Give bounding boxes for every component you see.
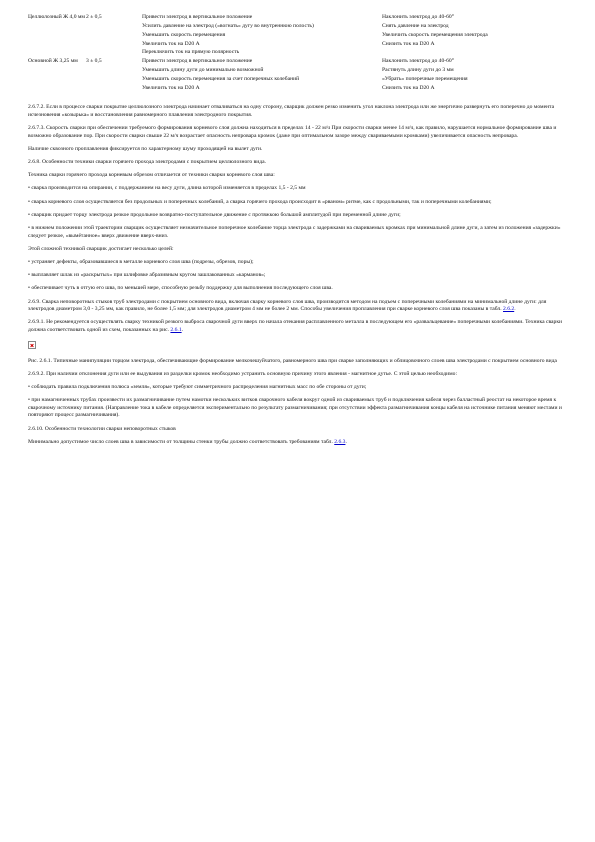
table-row [28, 58, 567, 67]
fix-cell: Увеличить скорость перемещения электрода [382, 32, 488, 39]
table-link[interactable]: 2.6.2 [503, 306, 515, 313]
table-link[interactable]: 2.6.3 [334, 438, 346, 445]
cause-cell: Привести электрод в вертикальное положение [142, 57, 253, 64]
bullet-item: • соблюдать правила подключения полюса «земля», которые требуют симметричного распределения магнитных масс по обе стороны от дуги; [28, 384, 367, 391]
bullet-item: • сварка корневого слоя осуществляется без продольных и поперечных колебаний, а сварка горячего прохода происходит в «рваном» ритме, как с продольными, так и поперечными колебаниями; [28, 198, 492, 205]
section-heading: 2.6.10. Особенности технологии сварки неповоротных стыков [28, 425, 176, 432]
cause-cell: Переключить ток на прямую полярность [142, 48, 240, 55]
cause-cell: Увеличить ток на D20 А [142, 41, 200, 48]
paragraph: 2.6.9.1. Не рекомендуется осуществлять сварку техникой резкого выброса сварочной дуги вверх по начала отекания расплавленного металла в последующем его «развальцевание» поперечными колебаниями. Техника сварки должна соответствовать одной из схем, показанных на рис. 2.6.1. [28, 319, 563, 333]
fix-cell: Снять давление на электрод [382, 23, 449, 30]
paragraph: 2.6.7.3. Скорость сварки при обеспечении требуемого формирования корневого слоя должна находиться в пределах 14 - 22 м/ч При скорости сварки менее 14 м/ч, как правило, нарушается нормальное формирование шва и возможно образование пор. При скорости сварки свыше 22 м/ч возрастает опасность непровара кромок (даже при оптимальном зазоре между свариваемыми кромками) увеличивается опасность непровара. [28, 125, 557, 139]
table-row [28, 14, 567, 23]
paragraph-text: Минимально допустимое число слоев шва в зависимости от толщины стенки трубы должно соответствовать требованиям табл. [28, 438, 333, 445]
cause-cell: Увеличить ток на D20 А [142, 85, 200, 92]
cause-cell: Усилить давление на электрод («вогнать» дугу во внутреннюю полость) [142, 23, 314, 30]
fix-cell: Снизить ток на D20 А [382, 41, 435, 48]
bullet-item: • сварка производится на опирании, с поддержанием на весу дуги, длина которой изменяется в пределах 1,5 - 2,5 мм [28, 185, 306, 192]
cause-cell: Привести электрод в вертикальное положение [142, 14, 253, 20]
electrode-cell: Целлюлозный Ж 4,0 мм [28, 14, 85, 20]
fix-cell [382, 49, 567, 58]
fix-cell: Наклонить электрод до 40-60° [382, 14, 454, 20]
paragraph: Техника сварки горячего прохода корневым обрезом отличается от техники сварки корневого слоя шва: [28, 172, 275, 179]
document-page [28, 14, 567, 452]
cause-cell: Уменьшить скорость перемещения [142, 32, 226, 39]
section-heading: 2.6.8. Особенности техники сварки горячего прохода электродами с покрытием целлюлозного вида. [28, 159, 266, 166]
paragraph-text: 2.6.9. Сварка неповоротных стыков труб электродами с покрытием основного вида, включая сварку корневого слоя шва, производится методом на подъем с поперечными колебаниями на минимальной длине дуги: для электродов диаметром 3,0 - 3,25 мм, как правило, не более 1,5 мм; для электродов диаметром 4 мм не более 2 мм. Способы увеличения проплавления при сварке корневого слоя шва показаны в табл. [28, 298, 547, 313]
paragraph: 2.6.9. Сварка неповоротных стыков труб электродами с покрытием основного вида, включая сварку корневого слоя шва, производится методом на подъем с поперечными колебаниями на минимальной длине дуги: для электродов диаметром 3,0 - 3,25 мм, как правило, не более 1,5 мм; для электродов диаметром 4 мм не более 2 мм. Способы увеличения проплавления при сварке корневого слоя шва показаны в табл. 2.6.2. [28, 298, 547, 313]
paragraph: Наличие сквозного проплавления фиксируется по характерному шуму проходящей на вылет дуги. [28, 145, 263, 152]
paragraph-text: 2.6.9.1. Не рекомендуется осуществлять сварку техникой резкого выброса сварочной дуги вверх по начала отекания расплавленного металла в последующем его «развальцевание» поперечными колебаниями. Техника сварки должна соответствовать одной из схем, показанных на рис. [28, 319, 563, 333]
bullet-item: • обеспечивает чуть в отгую его шва, по меньшей мере, способную резьбу поддержку для выполнения последующего слоя шва. [28, 285, 333, 292]
bullet-item: • устраняет дефекты, образовавшиеся в металле корневого слоя шва (подрезы, обрезов, поры); [28, 259, 254, 265]
bullet-item: • при намагниченных трубах произвести их размагничивание путем намотки нескольких витков сварочного кабеля вокруг одной из свариваемых труб и подключения кабеля через балластный реостат на некоторое время к сварочному источнику питания. (Направление тока в кабеле определяется экспериментально по результату размагничивания; при отсутствии эффекта размагничивания концы кабеля на источнике питания меняют местами и повторяют процесс размагничивания). [28, 397, 562, 419]
figure-link[interactable]: 2.6.1 [170, 326, 182, 333]
bullet-item: • в нижнем положении этой траектории сварщик осуществляет незначительное поперечное колебание торца электрода с задержками на свариваемых кромках при минимальной длине дуги, а затем из положения «задержки» следует резкое, «вымётанное» вверх движение вверх-вниз. [28, 225, 561, 239]
bullet-item: • выплавляет шлак из «раскрытых» при шлифовке абразивным кругом зашлакованных «карманов»; [28, 272, 266, 279]
fix-cell: Наклонить электрод до 40-60° [382, 57, 454, 64]
cause-cell: Уменьшить скорость перемещения за счет поперечных колебаний [142, 76, 300, 83]
figure-caption: Рис. 2.6.1. Типичные манипуляции торцом электрода, обеспечивающие формирование мелкочешуйчатого, равномерного шва при сварке заполняющих и облицовочного слоев шва электродами с покрытием основного вида [28, 357, 557, 364]
fix-cell: Растянуть длину дуги до 3 мм [382, 67, 454, 74]
paragraph: 2.6.9.2. При наличии отклонения дуги или ее выдувания из разделки кромок необходимо устранить основную причину этого явления - магнитное дутье. С этой целью необходимо: [28, 370, 458, 377]
fix-cell: Снизить ток на D20 А [382, 85, 435, 92]
welding-correction-table [28, 14, 567, 94]
fix-cell: «Убрать» поперечные перемещения [382, 76, 468, 83]
electrode-cell: Основной Ж 3,25 мм [28, 57, 78, 64]
bullet-item: • сварщик придает торцу электрода резкое продольное возвратно-поступательное движение с протяжкою большой амплитудой при переменной длине дуги; [28, 211, 401, 218]
gap-cell: 3 ± 0,5 [86, 57, 102, 64]
paragraph: Минимально допустимое число слоев шва в зависимости от толщины стенки трубы должно соответствовать требованиям табл. 2.6.3. [28, 438, 347, 445]
paragraph: Этой сложной техникой сварщик достигает несколько целей: [28, 245, 174, 252]
cause-cell: Уменьшить длину дуги до минимально возможной [142, 67, 264, 74]
paragraph: 2.6.7.2. Если в процессе сварки покрытие целлюлозного электрода начинает отваливаться на одну сторону, сварщик должен резко изменить угол наклона электрода или же энергично развернуть его поперечно до момента исчезновения «козырька» и восстановления равномерного плавления электродного покрытия. [28, 104, 555, 118]
gap-cell: 2 ± 0,5 [86, 14, 102, 20]
broken-image-icon [28, 341, 36, 349]
